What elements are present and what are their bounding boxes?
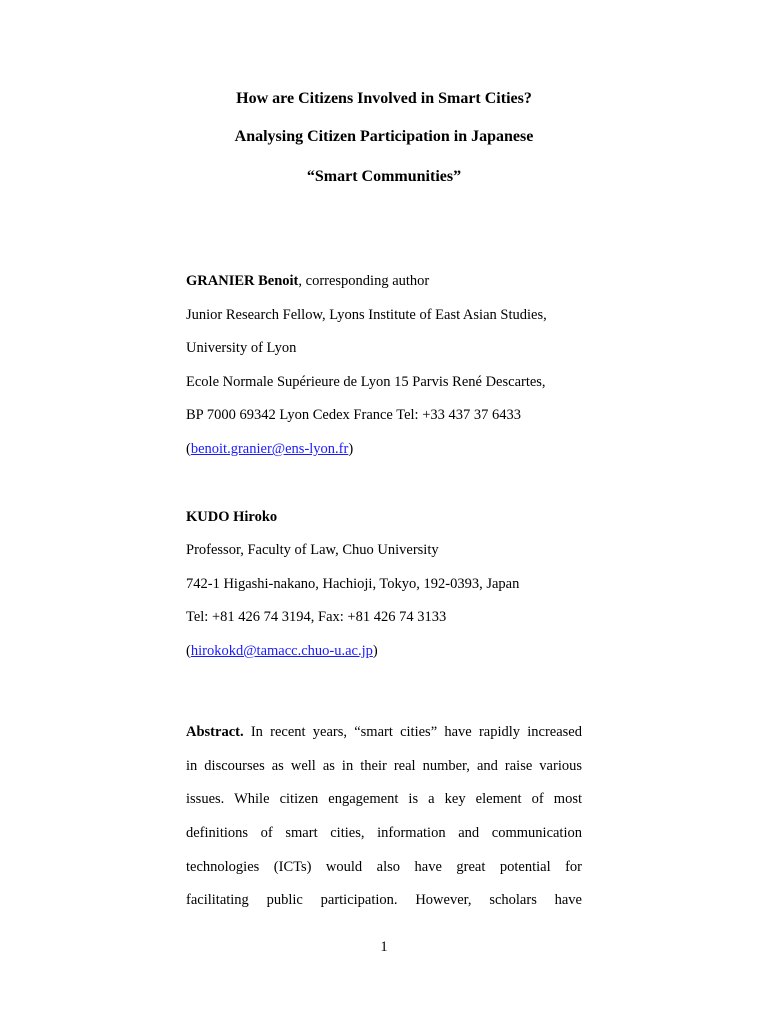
abstract-label: Abstract. [186, 724, 244, 740]
author1-paren-open: ( [186, 441, 191, 457]
author1-role-note: , corresponding author [298, 273, 430, 289]
abstract-line-1-text: In recent years, “smart cities” have rapidly increased [243, 724, 582, 740]
author1-email-line [186, 440, 353, 458]
author1-affiliation-1: Junior Research Fellow, Lyons Institute of East Asian Studies, [186, 307, 547, 323]
author2-name: KUDO Hiroko [186, 509, 278, 525]
title-line-1: How are Citizens Involved in Smart Cities? [236, 90, 532, 107]
abstract-line-6: facilitating public participation. However, scholars have [186, 892, 582, 908]
author2-address: 742-1 Higashi-nakano, Hachioji, Tokyo, 192-0393, Japan [186, 576, 520, 592]
abstract-line-1 [186, 723, 582, 741]
author2-email-line [186, 642, 378, 660]
abstract-line-3: issues. While citizen engagement is a key element of most [186, 791, 582, 807]
author1-address-1: Ecole Normale Supérieure de Lyon 15 Parvis René Descartes, [186, 374, 546, 390]
author1-name-line [186, 272, 429, 290]
author2-paren-close: ) [372, 643, 378, 659]
author2-paren-open: ( [186, 643, 191, 659]
author1-name: GRANIER Benoit [186, 273, 299, 289]
author2-phone: Tel: +81 426 74 3194, Fax: +81 426 74 3133 [186, 609, 447, 625]
author2-affiliation: Professor, Faculty of Law, Chuo University [186, 542, 439, 558]
author1-email-link[interactable]: benoit.granier@ens-lyon.fr [190, 441, 349, 457]
author1-paren-close: ) [348, 441, 354, 457]
author1-address-2: BP 7000 69342 Lyon Cedex France Tel: +33 437 37 6433 [186, 407, 522, 423]
abstract-line-4: definitions of smart cities, information and communication [186, 825, 582, 841]
page-number: 1 [380, 939, 388, 955]
abstract-line-2: in discourses as well as in their real number, and raise various [186, 758, 582, 774]
author2-email-link[interactable]: hirokokd@tamacc.chuo-u.ac.jp [190, 643, 373, 659]
title-line-2: Analysing Citizen Participation in Japanese [234, 128, 534, 145]
title-line-3: “Smart Communities” [306, 168, 462, 185]
abstract-line-5: technologies (ICTs) would also have great potential for [186, 859, 582, 875]
author1-affiliation-2: University of Lyon [186, 340, 297, 356]
